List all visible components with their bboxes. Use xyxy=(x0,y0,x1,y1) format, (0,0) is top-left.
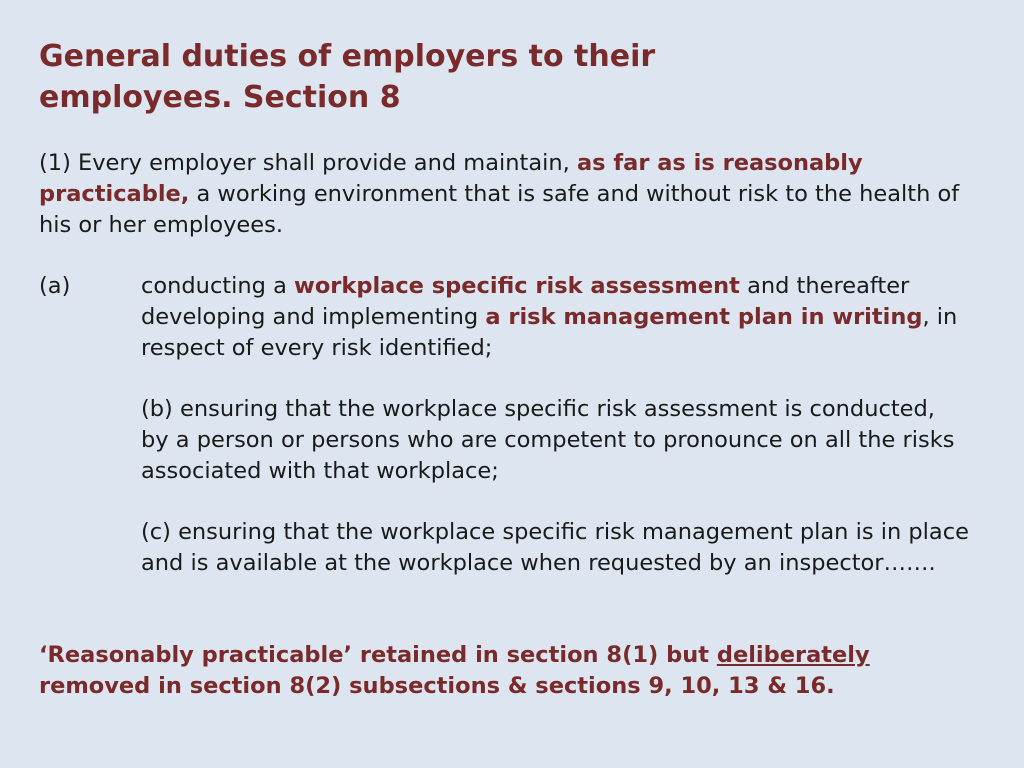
item-c-paragraph: (c) ensuring that the workplace specific risk management plan is in place and is available at the workplace when requested by an inspector……. xyxy=(141,519,969,576)
item-a-text-after: , in respect of every risk identified; xyxy=(141,304,958,361)
item-a-paragraph xyxy=(141,271,961,364)
item-b-paragraph: (b) ensuring that the workplace specific risk assessment is conducted, by a person or persons who are competent to pronounce on all the risks associated with that workplace; xyxy=(141,396,955,484)
para1-highlight: as far as is reasonably practicable, xyxy=(39,150,863,207)
title-line-1: General duties of employers to their xyxy=(39,39,656,74)
item-a-label: (a) xyxy=(39,273,71,299)
para1-text-before: (1) Every employer shall provide and maintain, xyxy=(39,150,577,176)
footer-text-before: ‘Reasonably practicable’ retained in section 8(1) but xyxy=(39,642,717,668)
item-a-text-before: conducting a xyxy=(141,273,295,299)
para1-text-after: a working environment that is safe and without risk to the health of his or her employees. xyxy=(39,181,960,238)
footer-underlined-word: deliberately xyxy=(716,642,870,668)
item-a-highlight-management-plan: a risk management plan in writing xyxy=(485,304,923,330)
footer-text-after: removed in section 8(2) subsections & sections 9, 10, 13 & 16. xyxy=(39,673,835,699)
slide xyxy=(39,0,979,768)
item-a-highlight-risk-assessment: workplace specific risk assessment xyxy=(294,273,740,299)
footer-note xyxy=(39,640,979,702)
title-line-2: employees. Section 8 xyxy=(39,80,401,115)
slide-title xyxy=(39,36,939,118)
item-a-text-middle: and thereafter developing and implementing xyxy=(141,273,910,330)
section-8-1-paragraph xyxy=(39,148,979,241)
